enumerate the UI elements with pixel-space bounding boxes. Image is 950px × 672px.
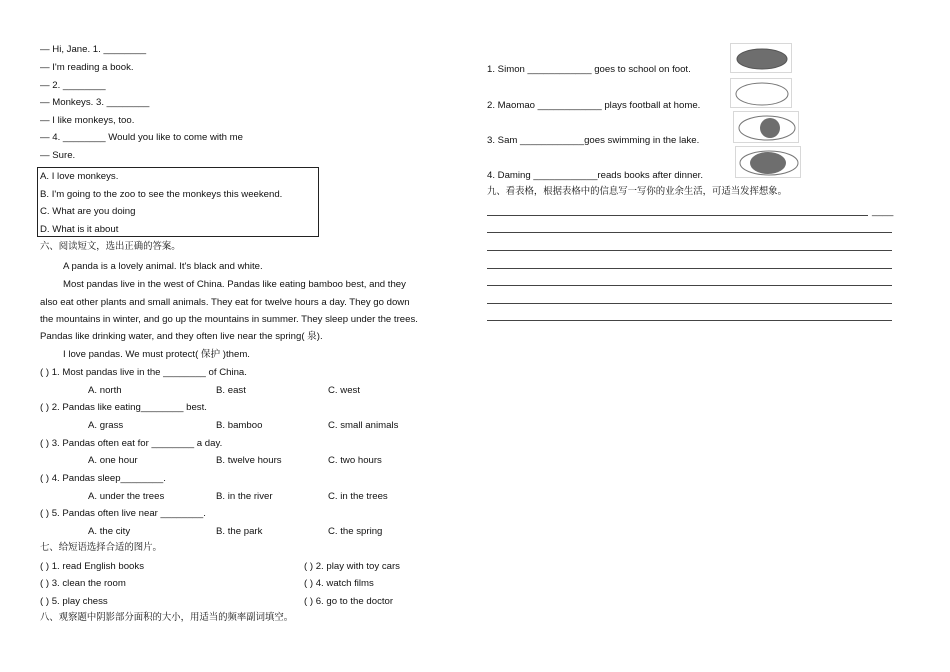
choice-c: C. west	[328, 385, 360, 396]
question: ( ) 1. Most pandas live in the ________ of China.	[40, 367, 247, 378]
writing-line	[487, 303, 892, 304]
writing-line	[487, 215, 868, 216]
frequency-sentence: 1. Simon ____________ goes to school on foot.	[487, 64, 691, 75]
passage-line: A panda is a lovely animal. It's black and white.	[63, 261, 263, 272]
dialogue-line: — 4. ________ Would you like to come with me	[40, 132, 244, 143]
dialogue-line: — Sure.	[40, 150, 76, 161]
writing-line	[487, 250, 892, 251]
section9-title: 九、看表格，根据表格中的信息写一写你的业余生活，可适当发挥想象。	[487, 186, 788, 197]
dialogue-line: — Hi, Jane. 1. ________	[40, 44, 147, 55]
section7-title: 七、给短语选择合适的图片。	[40, 542, 162, 553]
choice-a: A. under the trees	[88, 491, 165, 502]
option-item: D. What is it about	[40, 224, 119, 235]
section6-title: 六、阅读短文，选出正确的答案。	[40, 241, 181, 252]
option-item: C. What are you doing	[40, 206, 136, 217]
choice-b: B. the park	[216, 526, 263, 537]
choice-a: A. the city	[88, 526, 131, 537]
shaded-oval-empty	[730, 78, 792, 108]
passage-line: Most pandas live in the west of China. Pandas like eating bamboo best, and they	[63, 279, 406, 290]
question: ( ) 5. Pandas often live near ________.	[40, 508, 206, 519]
choice-b: B. bamboo	[216, 420, 263, 431]
choice-c: C. small animals	[328, 420, 399, 431]
choice-b: B. twelve hours	[216, 455, 282, 466]
question: ( ) 3. Pandas often eat for ________ a day.	[40, 438, 223, 449]
phrase-item: ( ) 3. clean the room	[40, 578, 126, 589]
choice-a: A. north	[88, 385, 122, 396]
frequency-sentence: 3. Sam ____________goes swimming in the lake.	[487, 135, 700, 146]
dialogue-line: — 2. ________	[40, 80, 106, 91]
shaded-oval-full	[730, 43, 792, 73]
phrase-item: ( ) 5. play chess	[40, 596, 108, 607]
choice-b: B. in the river	[216, 491, 273, 502]
question: ( ) 4. Pandas sleep________.	[40, 473, 166, 484]
phrase-item: ( ) 2. play with toy cars	[304, 561, 400, 572]
phrase-item: ( ) 4. watch films	[304, 578, 374, 589]
choice-c: C. in the trees	[328, 491, 388, 502]
writing-line-tail: ____	[872, 206, 894, 217]
option-item: B. I'm going to the zoo to see the monkeys this weekend.	[40, 189, 283, 200]
frequency-sentence: 2. Maomao ____________ plays football at home.	[487, 100, 701, 111]
phrase-item: ( ) 1. read English books	[40, 561, 144, 572]
choice-c: C. the spring	[328, 526, 383, 537]
passage-line: also eat other plants and small animals. They eat for twelve hours a day. They go down	[40, 297, 410, 308]
shaded-oval-most	[735, 146, 801, 178]
choice-a: A. one hour	[88, 455, 138, 466]
choice-a: A. grass	[88, 420, 124, 431]
choice-b: B. east	[216, 385, 246, 396]
shaded-oval-half	[733, 111, 799, 143]
dialogue-line: — I'm reading a book.	[40, 62, 134, 73]
writing-line	[487, 232, 892, 233]
dialogue-line: — Monkeys. 3. ________	[40, 97, 150, 108]
passage-line: Pandas like drinking water, and they often live near the spring( 泉).	[40, 331, 323, 342]
question: ( ) 2. Pandas like eating________ best.	[40, 402, 207, 413]
writing-line	[487, 320, 892, 321]
choice-c: C. two hours	[328, 455, 382, 466]
passage-line: I love pandas. We must protect( 保护 )them.	[63, 349, 250, 360]
writing-line	[487, 285, 892, 286]
dialogue-line: — I like monkeys, too.	[40, 115, 135, 126]
writing-line	[487, 268, 892, 269]
option-item: A. I love monkeys.	[40, 171, 119, 182]
phrase-item: ( ) 6. go to the doctor	[304, 596, 394, 607]
passage-line: the mountains in winter, and go up the mountains in summer. They sleep under the trees.	[40, 314, 418, 325]
section8-title: 八、观察题中阴影部分面积的大小，用适当的频率副词填空。	[40, 612, 294, 623]
frequency-sentence: 4. Daming ____________reads books after dinner.	[487, 170, 704, 181]
